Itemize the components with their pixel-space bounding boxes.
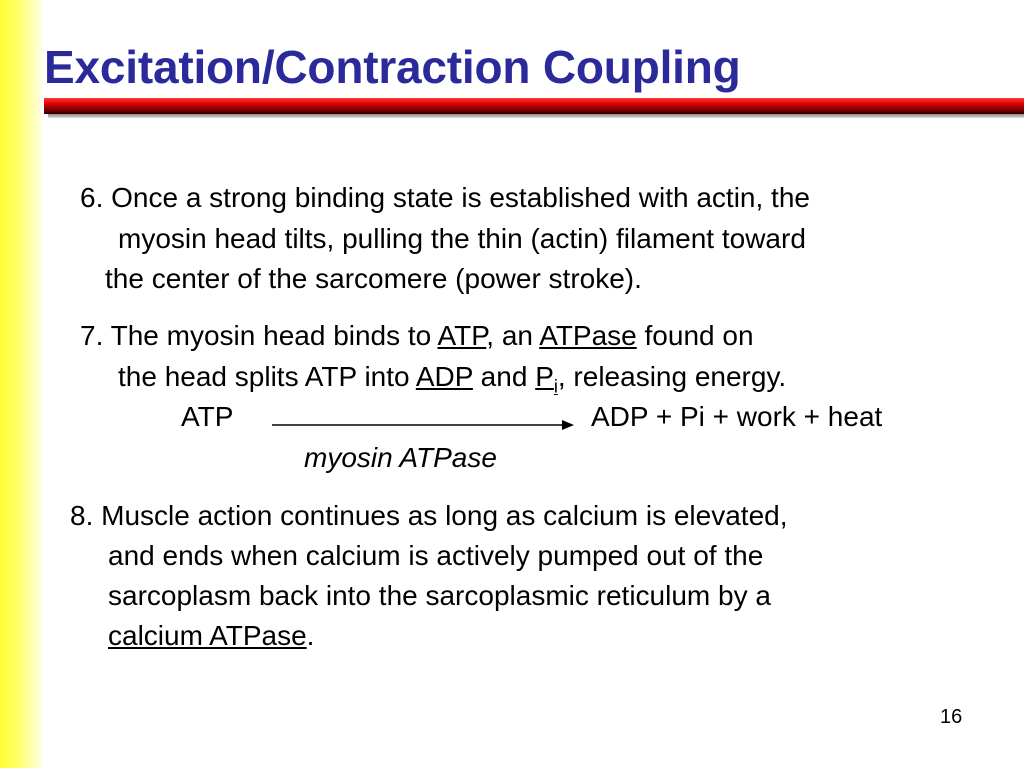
item7-text: found on <box>636 320 754 351</box>
item6-line2: myosin head tilts, pulling the thin (actin) filament toward <box>118 223 806 254</box>
page-number: 16 <box>940 706 963 728</box>
reaction-products: ADP + Pi + work + heat <box>591 401 883 432</box>
item6-line3: the center of the sarcomere (power stroke). <box>105 263 642 294</box>
item7-text: , releasing energy. <box>557 361 787 392</box>
side-accent-band <box>0 0 44 768</box>
item8-line1: 8. Muscle action continues as long as calcium is elevated, <box>70 500 788 531</box>
title-underline-rule <box>44 98 1024 114</box>
calcium-atpase-term: calcium ATPase <box>108 620 307 651</box>
title-rule-shadow <box>48 114 1024 118</box>
item6-line1: 6. Once a strong binding state is established with actin, the <box>80 182 810 213</box>
pi-subscript: i <box>553 376 558 397</box>
item7-text: and <box>472 361 536 392</box>
item7-line2 <box>118 361 786 403</box>
item8-line2: and ends when calcium is actively pumped out of the <box>108 540 764 571</box>
adp-term: ADP <box>415 361 473 392</box>
reaction-arrow-icon <box>272 418 574 432</box>
pi-term: P <box>535 361 554 392</box>
item8-line3: sarcoplasm back into the sarcoplasmic reticulum by a <box>108 580 771 611</box>
item7-text: the head splits ATP into <box>118 361 416 392</box>
reaction-reactant: ATP <box>181 401 234 432</box>
item7-text: 7. The myosin head binds to <box>80 320 438 351</box>
item8-text: . <box>306 620 315 651</box>
slide-title: Excitation/Contraction Coupling <box>44 41 741 93</box>
reaction-enzyme: myosin ATPase <box>304 442 497 473</box>
item7-text: , an <box>486 320 540 351</box>
atpase-term: ATPase <box>539 320 637 351</box>
item7-line1 <box>80 320 754 352</box>
atp-term: ATP <box>437 320 487 351</box>
item8-line4 <box>108 620 314 652</box>
